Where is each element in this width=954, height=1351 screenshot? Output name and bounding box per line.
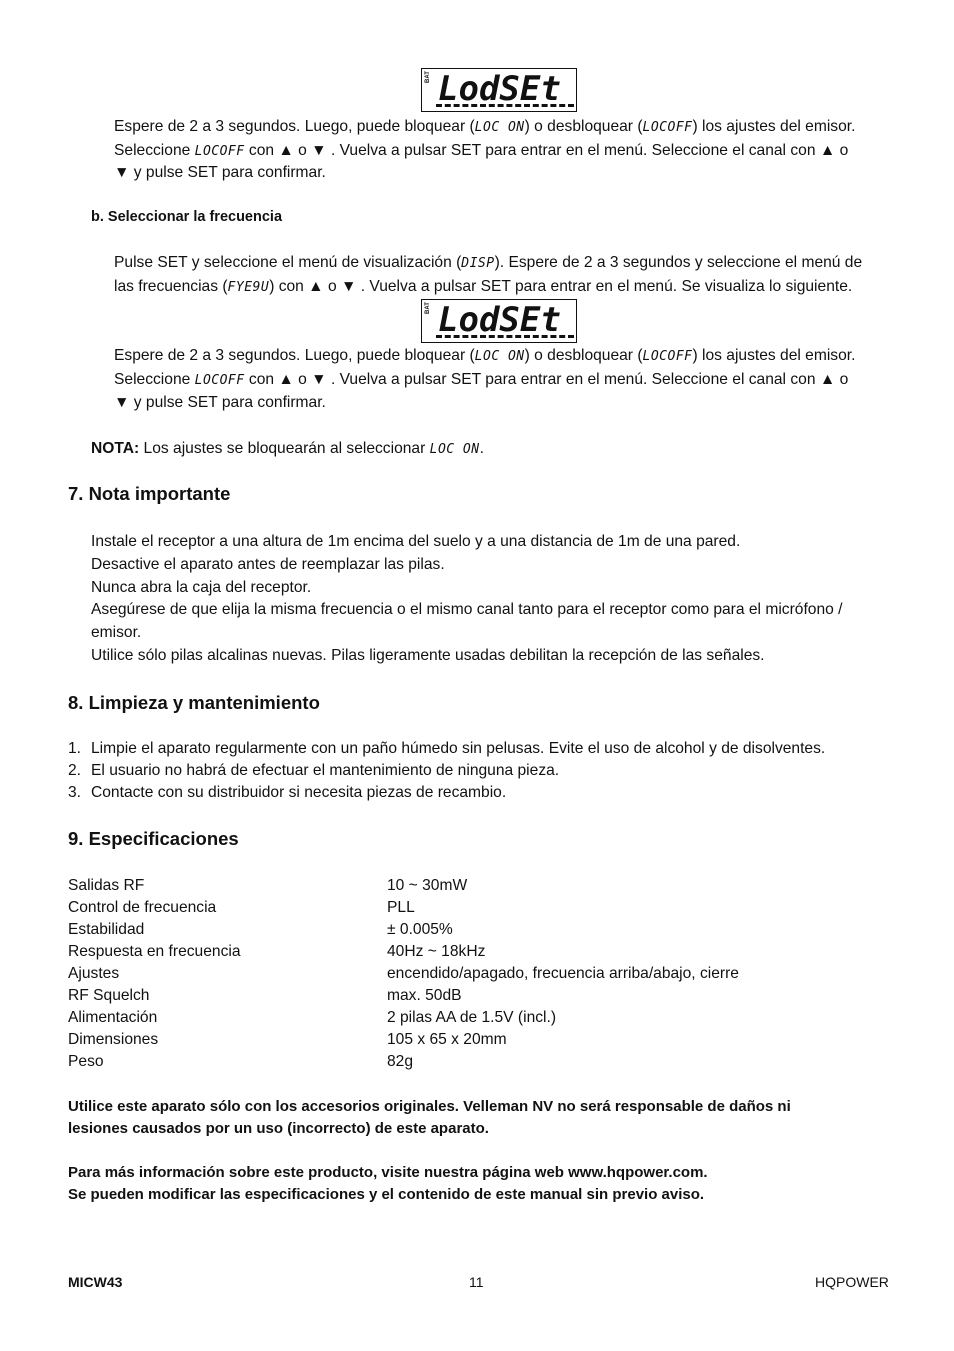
disclaimer-line: Utilice este aparato sólo con los accesorios originales. Velleman NV no será responsable de daños ni	[68, 1098, 791, 1115]
lcd-dashes	[436, 104, 574, 107]
battery-label: BAT	[425, 302, 431, 314]
table-row: Dimensiones 105 x 65 x 20mm	[68, 1031, 507, 1048]
paragraph-line: ▼ y pulse SET para confirmar.	[114, 394, 326, 411]
note: NOTA: Los ajustes se bloquearán al seleccionar LOC ON.	[91, 440, 484, 457]
disclaimer	[68, 1096, 791, 1206]
maintenance-list	[68, 738, 825, 804]
footer-model: MICW43	[68, 1274, 123, 1290]
list-item: 1. Limpie el aparato regularmente con un paño húmedo sin pelusas. Evite el uso de alcohol y de disolventes.	[68, 740, 826, 757]
section-heading: 7. Nota importante	[68, 483, 231, 504]
lcd-text: LodSEt	[438, 300, 561, 340]
paragraph-line: Seleccione LOCOFF con ▲ o ▼ . Vuelva a pulsar SET para entrar en el menú. Seleccione el canal con ▲ o	[114, 371, 849, 388]
lcd-display-image	[421, 299, 577, 343]
disclaimer-line: Para más información sobre este producto, visite nuestra página web www.hqpower.com.	[68, 1164, 708, 1181]
note-line: emisor.	[91, 624, 142, 642]
list-item: 3. Contacte con su distribuidor si necesita piezas de recambio.	[68, 784, 507, 801]
note-line: Nunca abra la caja del receptor.	[91, 578, 312, 596]
paragraph-line: las frecuencias (FYE9U) con ▲ o ▼ . Vuelva a pulsar SET para entrar en el menú. Se visualiza lo siguiente.	[114, 278, 853, 295]
important-notes	[91, 531, 842, 668]
table-row: RF Squelch max. 50dB	[68, 987, 462, 1004]
note-line: Desactive el aparato antes de reemplazar las pilas.	[91, 555, 445, 573]
lcd-display-image	[421, 68, 577, 112]
page-number: 11	[469, 1274, 484, 1290]
table-row: Alimentación 2 pilas AA de 1.5V (incl.)	[68, 1009, 557, 1026]
list-item: 2. El usuario no habrá de efectuar el mantenimiento de ninguna pieza.	[68, 762, 560, 779]
lcd-dashes	[436, 335, 574, 338]
paragraph-line: Pulse SET y seleccione el menú de visualización (DISP). Espere de 2 a 3 segundos y seleccione el menú de	[114, 254, 863, 271]
paragraph-line: Seleccione LOCOFF con ▲ o ▼ . Vuelva a pulsar SET para entrar en el menú. Seleccione el canal con ▲ o	[114, 142, 849, 159]
table-row: Control de frecuencia PLL	[68, 899, 415, 916]
section-heading: 8. Limpieza y mantenimiento	[68, 692, 320, 713]
table-row: Respuesta en frecuencia 40Hz ~ 18kHz	[68, 943, 486, 960]
table-row: Salidas RF 10 ~ 30mW	[68, 877, 468, 894]
section-heading: 9. Especificaciones	[68, 828, 239, 849]
paragraph-line: Espere de 2 a 3 segundos. Luego, puede bloquear (LOC ON) o desbloquear (LOCOFF) los ajustes del emisor.	[114, 118, 856, 135]
paragraph-line: ▼ y pulse SET para confirmar.	[114, 164, 326, 181]
specs-table	[68, 875, 739, 1073]
disclaimer-line: Se pueden modificar las especificaciones y el contenido de este manual sin previo aviso.	[68, 1186, 705, 1203]
table-row: Estabilidad ± 0.005%	[68, 921, 453, 938]
footer-brand: HQPOWER	[815, 1274, 889, 1290]
lcd-text: LodSEt	[438, 69, 561, 109]
subsection-title: b. Seleccionar la frecuencia	[91, 209, 283, 225]
disclaimer-line: lesiones causados por un uso (incorrecto) de este aparato.	[68, 1120, 489, 1137]
note-line: Instale el receptor a una altura de 1m encima del suelo y a una distancia de 1m de una pared.	[91, 533, 741, 550]
note-line: Asegúrese de que elija la misma frecuencia o el mismo canal tanto para el receptor como para el micrófono /	[91, 601, 843, 619]
battery-label: BAT	[425, 71, 431, 83]
paragraph-line: Espere de 2 a 3 segundos. Luego, puede bloquear (LOC ON) o desbloquear (LOCOFF) los ajustes del emisor.	[114, 347, 856, 364]
table-row: Ajustes encendido/apagado, frecuencia arriba/abajo, cierre	[68, 965, 739, 982]
note-line: Utilice sólo pilas alcalinas nuevas. Pilas ligeramente usadas debilitan la recepción de las señales.	[91, 646, 765, 664]
table-row: Peso 82g	[68, 1053, 414, 1070]
